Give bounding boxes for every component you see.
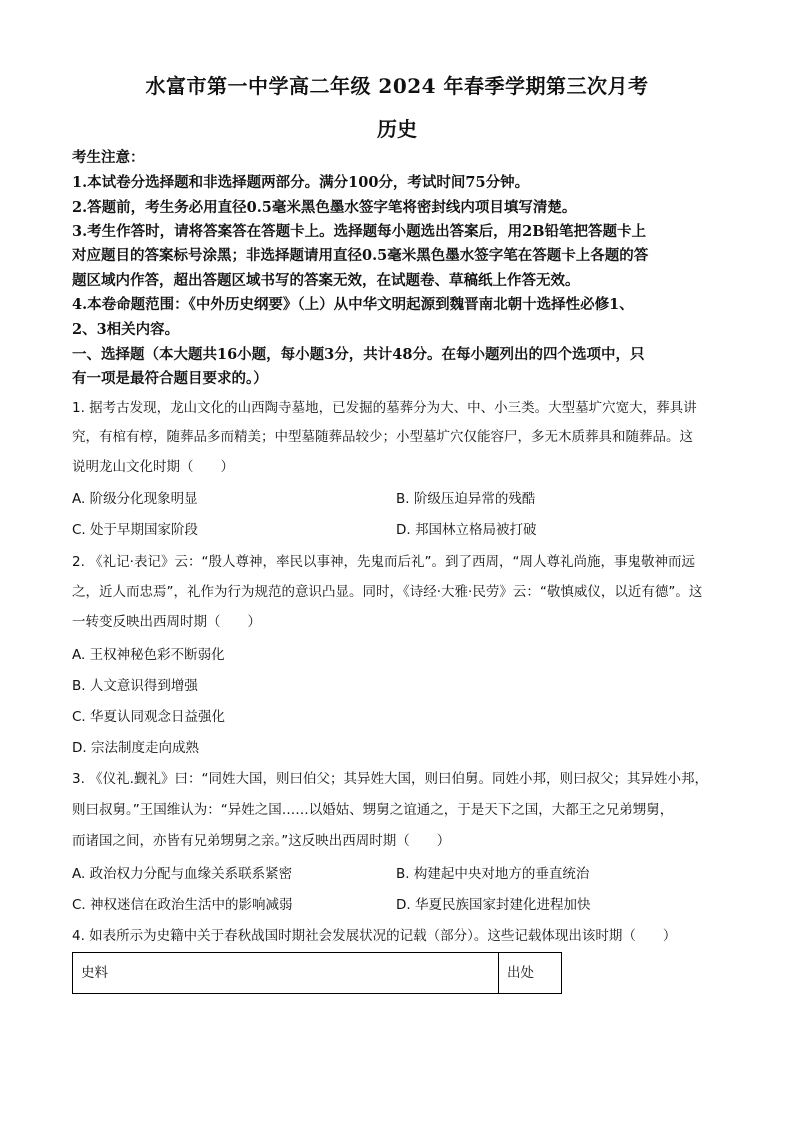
exam-title: 水富市第一中学高二年级 2024 年春季学期第三次月考	[145, 74, 649, 98]
question-3-stem: 则曰叔舅。”王国维认为：“异姓之国……以婚姑、甥舅之谊通之，于是天下之国，大都王之兄弟甥舅，	[72, 802, 674, 818]
notice-item: 2、3相关内容。	[72, 321, 180, 338]
subject-title: 历史	[377, 117, 417, 141]
question-2-option-a[interactable]: A. 王权神秘色彩不断弱化	[72, 647, 225, 663]
question-2-stem: 一转变反映出西周时期（ ）	[72, 614, 261, 630]
question-3-option-b[interactable]: B. 构建起中央对地方的垂直统治	[396, 866, 590, 882]
notice-item: 2.答题前，考生务必用直径0.5毫米黑色墨水签字笔将密封线内项目填写清楚。	[72, 199, 577, 216]
question-4-table	[72, 952, 562, 994]
notice-item: 对应题目的答案标号涂黑；非选择题请用直径0.5毫米黑色墨水签字笔在答题卡上各题的答	[72, 247, 649, 264]
notice-item: 1.本试卷分选择题和非选择题两部分。满分100分，考试时间75分钟。	[72, 174, 530, 191]
section-heading-cont: 有一项是最符合题目要求的。）	[72, 370, 268, 387]
question-1-stem: 究，有棺有椁，随葬品多而精美；中型墓随葬品较少；小型墓圹穴仅能容尸，多无木质葬具和随葬品。这	[72, 429, 693, 445]
question-3-option-c[interactable]: C. 神权迷信在政治生活中的影响减弱	[72, 897, 293, 913]
notice-item: 4.本卷命题范围：《中外历史纲要》（上）从中华文明起源到魏晋南北朝十选择性必修1、	[72, 296, 634, 313]
question-2-option-d[interactable]: D. 宗法制度走向成熟	[72, 740, 199, 756]
notice-item: 3.考生作答时，请将答案答在答题卡上。选择题每小题选出答案后，用2B铅笔把答题卡上	[72, 223, 646, 240]
question-2-stem: 2. 《礼记·表记》云：“殷人尊神，率民以事神，先鬼而后礼”。到了西周，“周人尊礼尚施，事鬼敬神而远	[72, 554, 695, 570]
question-2-option-b[interactable]: B. 人文意识得到增强	[72, 678, 198, 694]
question-1-option-d[interactable]: D. 邦国林立格局被打破	[396, 522, 537, 538]
notice-item: 题区域内作答，超出答题区域书写的答案无效，在试题卷、草稿纸上作答无效。	[72, 272, 580, 289]
question-2-stem: 之，近人而忠焉”，礼作为行为规范的意识凸显。同时，《诗经·大雅·民劳》云：“敬慎威仪，以近有德”。这	[72, 584, 703, 600]
question-1-option-a[interactable]: A. 阶级分化现象明显	[72, 491, 198, 507]
question-1-stem: 说明龙山文化时期（ ）	[72, 459, 234, 475]
question-2-option-c[interactable]: C. 华夏认同观念日益强化	[72, 709, 226, 725]
table-header-reference: 出处	[507, 964, 534, 981]
question-3-stem: 3. 《仪礼.觐礼》曰：“同姓大国，则曰伯父；其异姓大国，则曰伯舅。同姓小邦，则曰叔父；其异姓小邦，	[72, 771, 708, 787]
question-3-option-d[interactable]: D. 华夏民族国家封建化进程加快	[396, 897, 591, 913]
section-heading: 一、选择题（本大题共16小题，每小题3分，共计48分。在每小题列出的四个选项中，只	[72, 346, 645, 363]
notice-heading: 考生注意：	[72, 149, 145, 166]
question-1-stem: 1. 据考古发现，龙山文化的山西陶寺墓地，已发掘的墓葬分为大、中、小三类。大型墓圹穴宽大，葬具讲	[72, 400, 697, 416]
question-1-option-b[interactable]: B. 阶级压迫异常的残酷	[396, 491, 536, 507]
question-3-option-a[interactable]: A. 政治权力分配与血缘关系联系紧密	[72, 866, 293, 882]
table-header-source-text: 史料	[73, 953, 499, 993]
question-3-stem: 而诸国之间，亦皆有兄弟甥舅之亲。”这反映出西周时期（ ）	[72, 833, 451, 849]
question-1-option-c[interactable]: C. 处于早期国家阶段	[72, 522, 199, 538]
question-4-stem: 4. 如表所示为史籍中关于春秋战国时期社会发展状况的记载（部分）。这些记载体现出该时期（ ）	[72, 928, 677, 944]
